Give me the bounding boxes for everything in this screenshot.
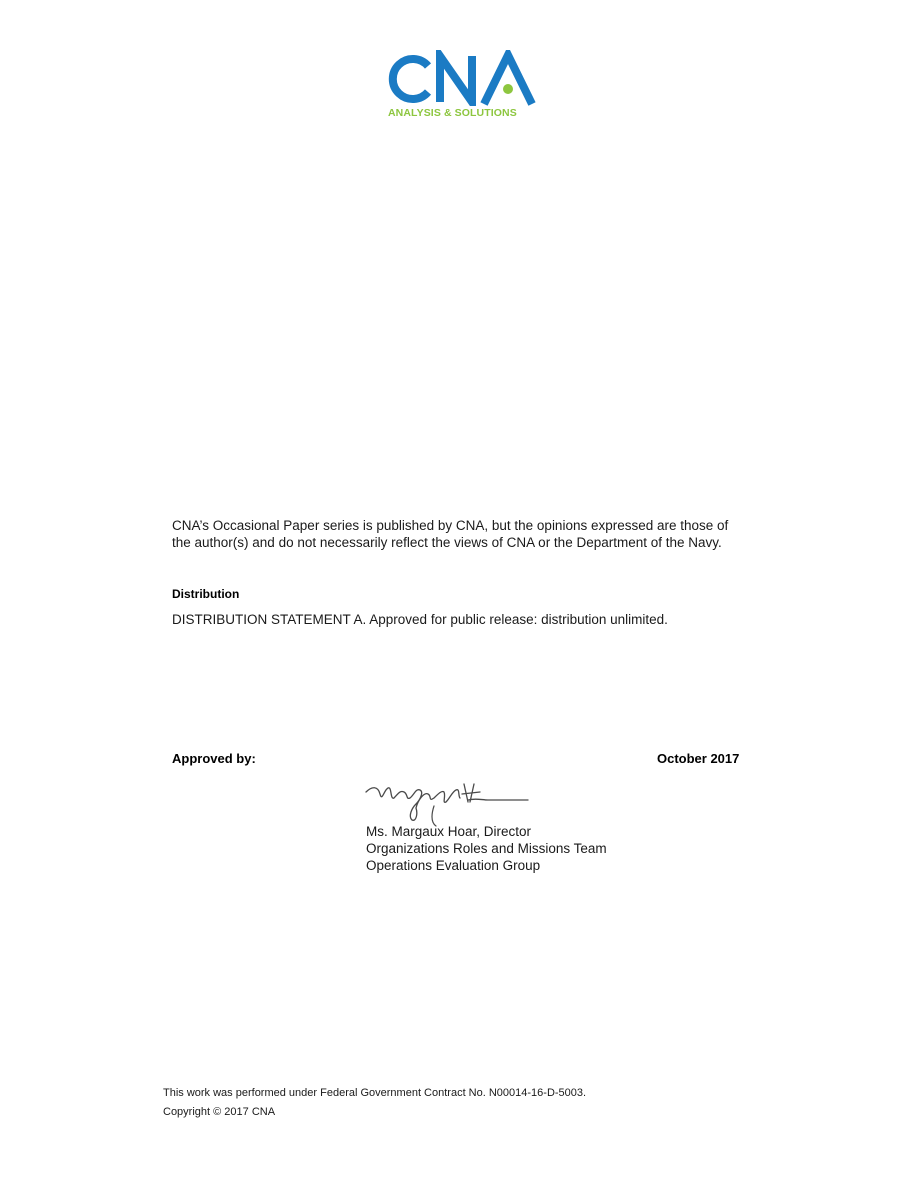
- disclaimer-text: CNA’s Occasional Paper series is published by CNA, but the opinions expressed are those of the author(s) and do not necessarily reflect the views of CNA or the Department of the Navy.: [172, 518, 729, 550]
- approver-name: Ms. Margaux Hoar, Director: [366, 824, 532, 839]
- approval-date: October 2017: [657, 751, 740, 766]
- approved-by-label: Approved by:: [172, 751, 256, 766]
- cna-logo: [384, 50, 540, 122]
- distribution-statement: DISTRIBUTION STATEMENT A. Approved for public release: distribution unlimited.: [172, 612, 668, 627]
- cna-logo-mark: [384, 50, 540, 106]
- distribution-heading: Distribution: [172, 587, 240, 601]
- approver-block: [366, 823, 607, 874]
- logo-tagline: ANALYSIS & SOLUTIONS: [388, 107, 517, 119]
- copyright-notice: Copyright © 2017 CNA: [163, 1106, 276, 1118]
- contract-notice: This work was performed under Federal Government Contract No. N00014-16-D-5003.: [163, 1087, 587, 1099]
- footer: [163, 1084, 586, 1122]
- logo-dot-icon: [503, 84, 513, 94]
- signature-image: [364, 778, 534, 828]
- approver-group: Operations Evaluation Group: [366, 858, 541, 873]
- approver-team: Organizations Roles and Missions Team: [366, 841, 607, 856]
